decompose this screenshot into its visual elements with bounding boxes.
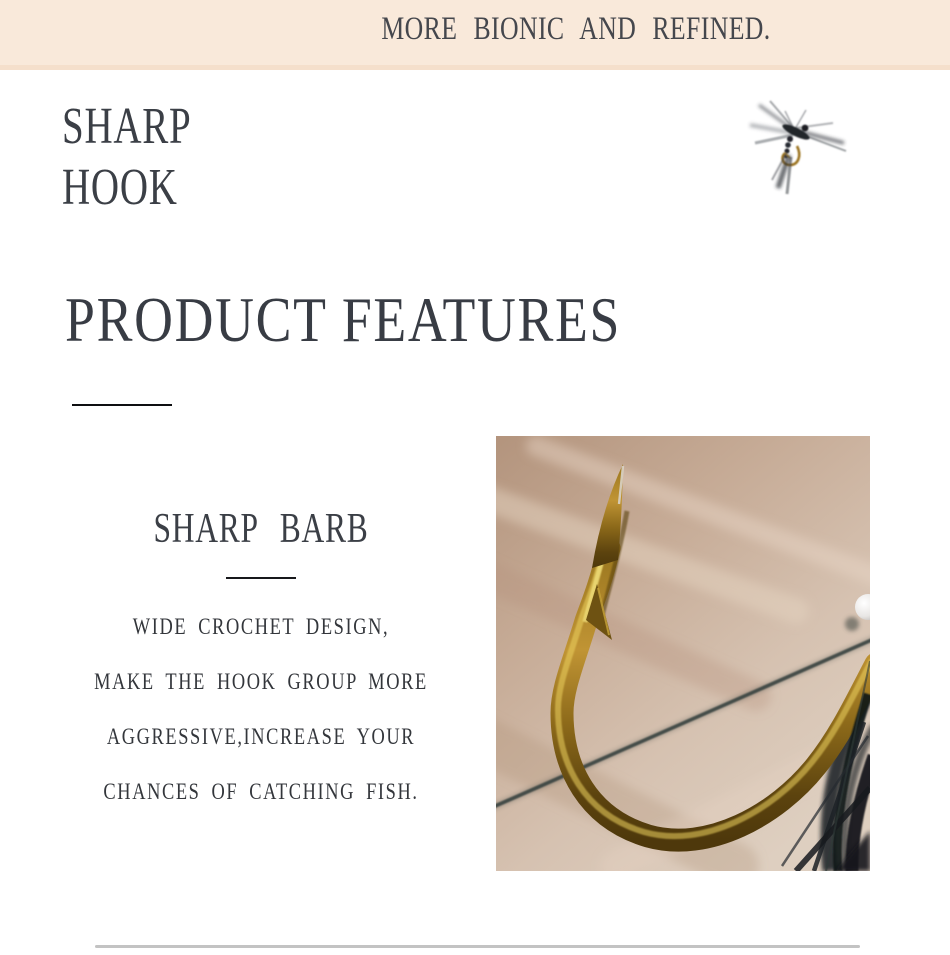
banner-tagline: MORE BIONIC AND REFINED.: [381, 11, 771, 47]
hero-title: [62, 96, 191, 218]
section-title-underline: [72, 404, 172, 406]
feature-line: WIDE CROCHET DESIGN,: [132, 614, 390, 639]
feature-line: MAKE THE HOOK GROUP MORE: [94, 669, 428, 694]
bottom-divider: [95, 945, 860, 948]
feature-line: AGGRESSIVE,INCREASE YOUR: [106, 724, 416, 749]
hook-macro-photo: [496, 436, 870, 871]
fly-lure-image: [743, 94, 865, 212]
hero-title-line1: SHARP: [62, 98, 192, 155]
hero-title-line2: HOOK: [62, 159, 178, 216]
feature-block: [0, 508, 522, 819]
section-title: PRODUCT FEATURES: [65, 284, 622, 355]
feature-line: CHANCES OF CATCHING FISH.: [103, 779, 419, 804]
feature-underline: [226, 577, 296, 579]
top-banner: [0, 0, 950, 70]
feature-heading: SHARP BARB: [153, 506, 369, 552]
feature-description: [0, 599, 522, 819]
